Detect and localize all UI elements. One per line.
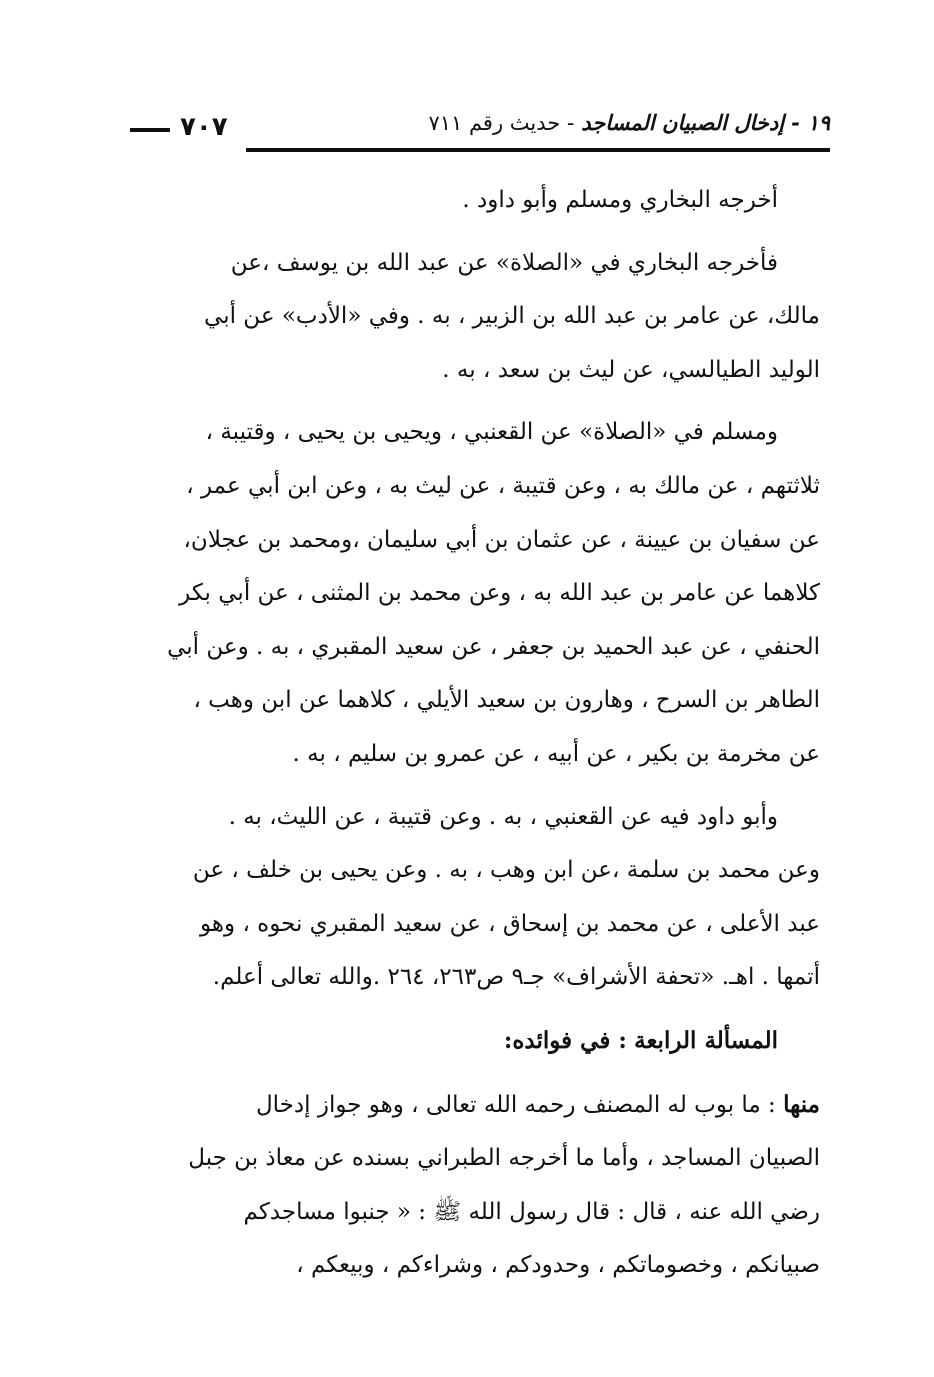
paragraph-gap [128, 1005, 820, 1014]
paragraph-3 [128, 406, 820, 781]
text-line: صبيانكم ، وخصوماتكم ، وحدودكم ، وشراءكم ، وبيعكم ، [296, 1252, 820, 1279]
hadith-reference: - حديث رقم ٧١١ [428, 111, 575, 135]
benefit-paragraph [128, 1078, 820, 1293]
text-line: وأبو داود فيه عن القعنبي ، به . وعن قتيبة ، عن الليث، به . [228, 803, 778, 830]
paragraph-2 [128, 237, 820, 398]
text-line: ثلاثتهم ، عن مالك به ، وعن قتيبة ، عن ليث به ، وعن ابن أبي عمر ، [186, 472, 820, 499]
benefit-line-text: : ما بوب له المصنف رحمه الله تعالى ، وهو جواز إدخال [255, 1091, 776, 1118]
paragraph-gap [128, 228, 820, 237]
text-line: الطاهر بن السرح ، وهارون بن سعيد الأيلي ، كلاهما عن ابن وهب ، [193, 687, 820, 714]
paragraph-gap [128, 1069, 820, 1078]
page-number: ٧٠٧ [180, 112, 228, 142]
text-line: الصبيان المساجد ، وأما ما أخرجه الطبراني بسنده عن معاذ بن جبل [188, 1145, 820, 1172]
header-rule [246, 148, 830, 152]
section-heading [128, 1014, 820, 1069]
text-line: كلاهما عن عامر بن عبد الله به ، وعن محمد بن المثنى ، عن أبي بكر [179, 580, 820, 607]
page-header [128, 108, 830, 158]
paragraph-4 [128, 791, 820, 1005]
text-line: وعن محمد بن سلمة ،عن ابن وهب ، به . وعن يحيى بن خلف ، عن [192, 857, 820, 884]
text-line: أخرجه البخاري ومسلم وأبو داود . [462, 187, 778, 213]
page-number-dash [130, 128, 170, 132]
text-line: الحنفي ، عن عبد الحميد بن جعفر ، عن سعيد المقبري ، به . وعن أبي [167, 633, 820, 660]
text-line [128, 1078, 820, 1133]
paragraph-1 [128, 174, 820, 228]
text-line: عبد الأعلى ، عن محمد بن إسحاق ، عن سعيد المقبري نحوه ، وهو [200, 910, 820, 937]
text-line: ومسلم في «الصلاة» عن القعنبي ، ويحيى بن يحيى ، وقتيبة ، [205, 419, 778, 446]
paragraph-gap [128, 782, 820, 791]
section-heading-title: المسألة الرابعة [634, 1026, 778, 1054]
paragraph-gap [128, 397, 820, 406]
body-text [128, 174, 820, 1293]
section-heading-rest: : في فوائده: [503, 1026, 627, 1054]
text-line: عن سفيان بن عيينة ، عن عثمان بن أبي سليمان ،ومحمد بن عجلان، [183, 526, 820, 553]
text-line: رضي الله عنه ، قال : قال رسول الله ﷺ : « جنبوا مساجدكم [243, 1198, 820, 1225]
benefit-lead: منها [783, 1090, 820, 1118]
section-heading-line [128, 1014, 820, 1069]
text-line: الوليد الطيالسي، عن ليث بن سعد ، به . [442, 356, 820, 383]
chapter-title: ١٩ - إدخال الصبيان المساجد [581, 111, 830, 135]
text-line: فأخرجه البخاري في «الصلاة» عن عبد الله بن يوسف ،عن [230, 249, 778, 276]
text-line: عن مخرمة بن بكير ، عن أبيه ، عن عمرو بن سليم ، به . [292, 740, 820, 767]
text-line: أتمها . اهـ. «تحفة الأشراف» جـ٩ ص٢٦٣، ٢٦٤ .والله تعالى أعلم. [212, 964, 820, 991]
text-line: مالك، عن عامر بن عبد الله بن الزبير ، به . وفي «الأدب» عن أبي [204, 303, 820, 330]
running-head [428, 108, 830, 138]
